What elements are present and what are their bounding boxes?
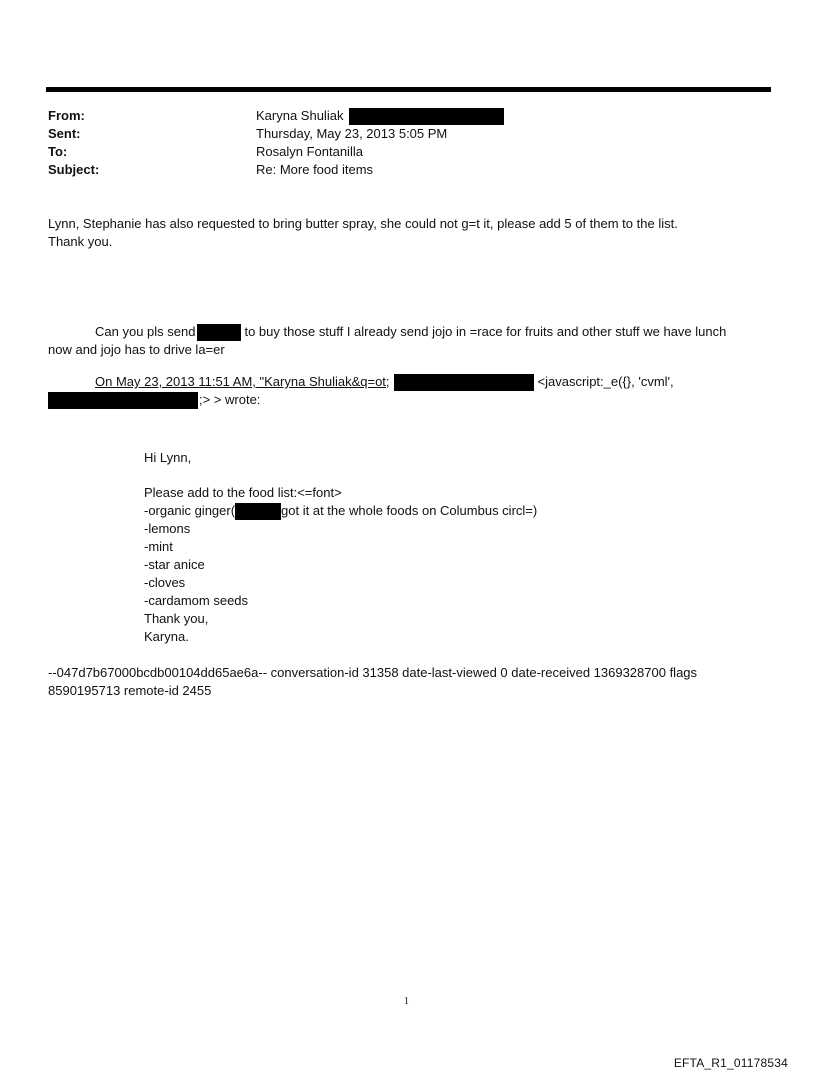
quote-header-line-1: [95, 373, 674, 391]
header-rule: [46, 87, 771, 92]
to-label: To:: [48, 144, 68, 159]
food-item-ginger: [144, 502, 537, 520]
food-item-star-anice: -star anice: [144, 557, 205, 572]
quote-line-1-end: to buy those stuff I already send jojo in =race for fruits and other stuff we have lunch: [244, 324, 727, 339]
redaction-box: [394, 374, 534, 391]
from-name: Karyna Shuliak: [256, 108, 344, 123]
food-item-cloves: -cloves: [144, 575, 186, 590]
subject-value: Re: More food items: [256, 162, 374, 177]
meta-line-1: --047d7b67000bcdb00104dd65ae6a-- conversation-id 31358 date-last-viewed 0 date-received 1369328700 flags: [48, 665, 698, 680]
food-item-ginger-start: -organic ginger(: [144, 503, 236, 518]
redaction-box: [197, 324, 241, 341]
to-value: Rosalyn Fontanilla: [256, 144, 363, 159]
quote-header-end: ;> > wrote:: [199, 392, 261, 407]
sent-label: Sent:: [48, 126, 81, 141]
food-item-cardamom: -cardamom seeds: [144, 593, 249, 608]
redaction-box: [48, 392, 198, 409]
body-line-2: Thank you.: [48, 234, 113, 249]
quote-header-line-2: [48, 391, 260, 409]
closing-thanks: Thank you,: [144, 611, 209, 626]
quote-line-1-start: Can you pls send: [95, 324, 196, 339]
quote-header-start: On May 23, 2013 11:51 AM, "Karyna Shuliak&q=ot;: [95, 374, 390, 389]
redaction-box: [349, 108, 504, 125]
subject-label: Subject:: [48, 162, 100, 177]
food-item-mint: -mint: [144, 539, 173, 554]
meta-line-2: 8590195713 remote-id 2455: [48, 683, 212, 698]
quote-line-2: now and jojo has to drive la=er: [48, 342, 225, 357]
from-label: From:: [48, 108, 85, 123]
redaction-box: [235, 503, 281, 520]
sent-value: Thursday, May 23, 2013 5:05 PM: [256, 126, 448, 141]
food-list-intro: Please add to the food list:<=font>: [144, 485, 342, 500]
body-line-1: Lynn, Stephanie has also requested to bring butter spray, she could not g=t it, please add 5 of them to the list.: [48, 216, 678, 231]
food-item-lemons: -lemons: [144, 521, 191, 536]
quote-header-link: <javascript:_e({}, 'cvml',: [537, 374, 674, 389]
page-number: 1: [404, 996, 409, 1007]
document-id: EFTA_R1_01178534: [673, 1056, 788, 1070]
from-value: [256, 107, 504, 125]
greeting: Hi Lynn,: [144, 450, 192, 465]
food-item-ginger-end: got it at the whole foods on Columbus circl=): [281, 503, 538, 518]
quote-line-1: [95, 323, 726, 341]
signature: Karyna.: [144, 629, 189, 644]
